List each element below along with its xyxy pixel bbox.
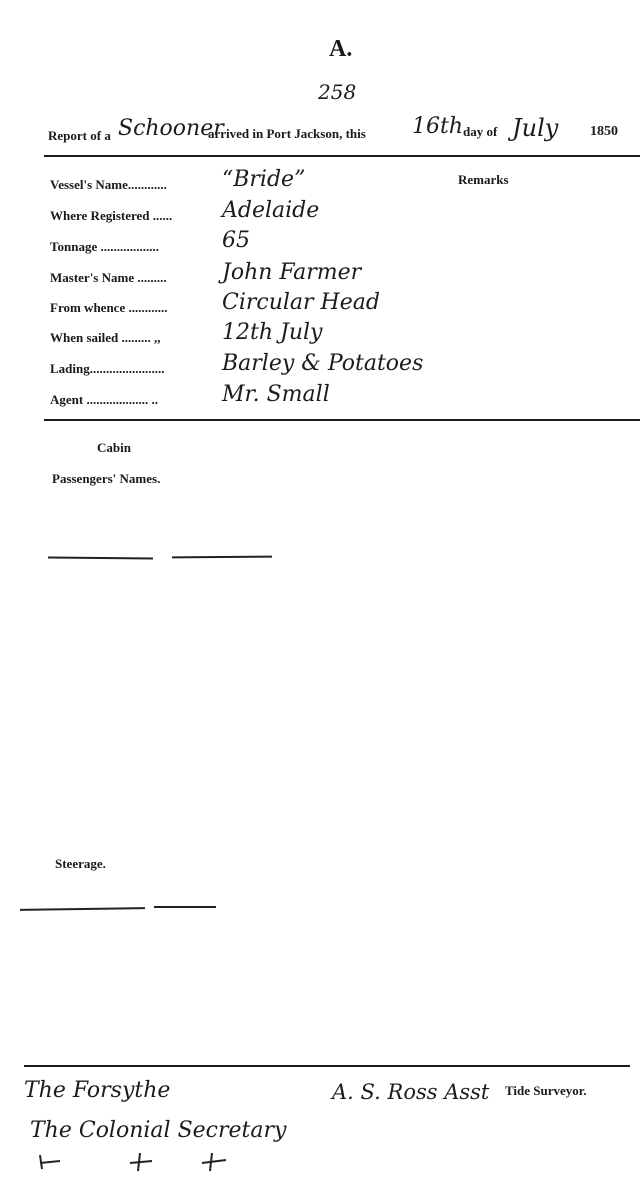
label-masters-name: Master's Name ......... [50, 270, 167, 285]
value-when-sailed: 12th July [222, 320, 323, 345]
tide-surveyor-label: Tide Surveyor. [505, 1083, 587, 1098]
passengers-names-label: Passengers' Names. [52, 471, 161, 486]
day-of-text: day of [463, 124, 498, 139]
steerage-label: Steerage. [55, 856, 106, 871]
cabin-nil-stroke-2 [172, 556, 272, 559]
value-agent: Mr. Small [222, 382, 330, 407]
cabin-nil-stroke-1 [48, 556, 153, 559]
label-vessels-name: Vessel's Name............ [50, 177, 167, 192]
report-prefix: Report of a [48, 128, 111, 143]
value-tonnage: 65 [222, 228, 250, 253]
label-where-registered: Where Registered ...... [50, 208, 173, 223]
fields-rule [44, 419, 640, 421]
footer-note-line2: The Colonial Secretary [30, 1118, 287, 1143]
label-from-whence: From whence ............ [50, 300, 168, 315]
label-lading: Lading....................... [50, 361, 165, 376]
page-number: 258 [318, 80, 357, 104]
form-letter: A. [329, 36, 353, 62]
remarks-label: Remarks [458, 172, 509, 187]
value-from-whence: Circular Head [222, 290, 380, 315]
year-value: 1850 [590, 124, 618, 139]
steerage-nil-stroke-1 [20, 907, 145, 911]
footer-note-line1: The Forsythe [24, 1078, 171, 1103]
month-value: July [512, 114, 559, 142]
label-when-sailed: When sailed ......... ,, [50, 330, 161, 345]
label-agent: Agent ................... .. [50, 392, 158, 407]
value-vessels-name: “Bride” [222, 167, 306, 192]
surveyor-signature: A. S. Ross Asst [332, 1080, 490, 1104]
tick-marks [30, 1145, 270, 1185]
cabin-label: Cabin [97, 440, 131, 455]
header-rule [44, 155, 640, 157]
steerage-nil-stroke-2 [154, 906, 216, 908]
footer-rule [24, 1065, 630, 1067]
value-masters-name: John Farmer [222, 260, 362, 285]
value-where-registered: Adelaide [222, 198, 320, 223]
day-value: 16th [412, 114, 464, 139]
value-lading: Barley & Potatoes [222, 351, 424, 376]
label-tonnage: Tonnage .................. [50, 239, 159, 254]
vessel-type: Schooner [118, 116, 224, 141]
arrived-text: arrived in Port Jackson, this [208, 126, 366, 141]
